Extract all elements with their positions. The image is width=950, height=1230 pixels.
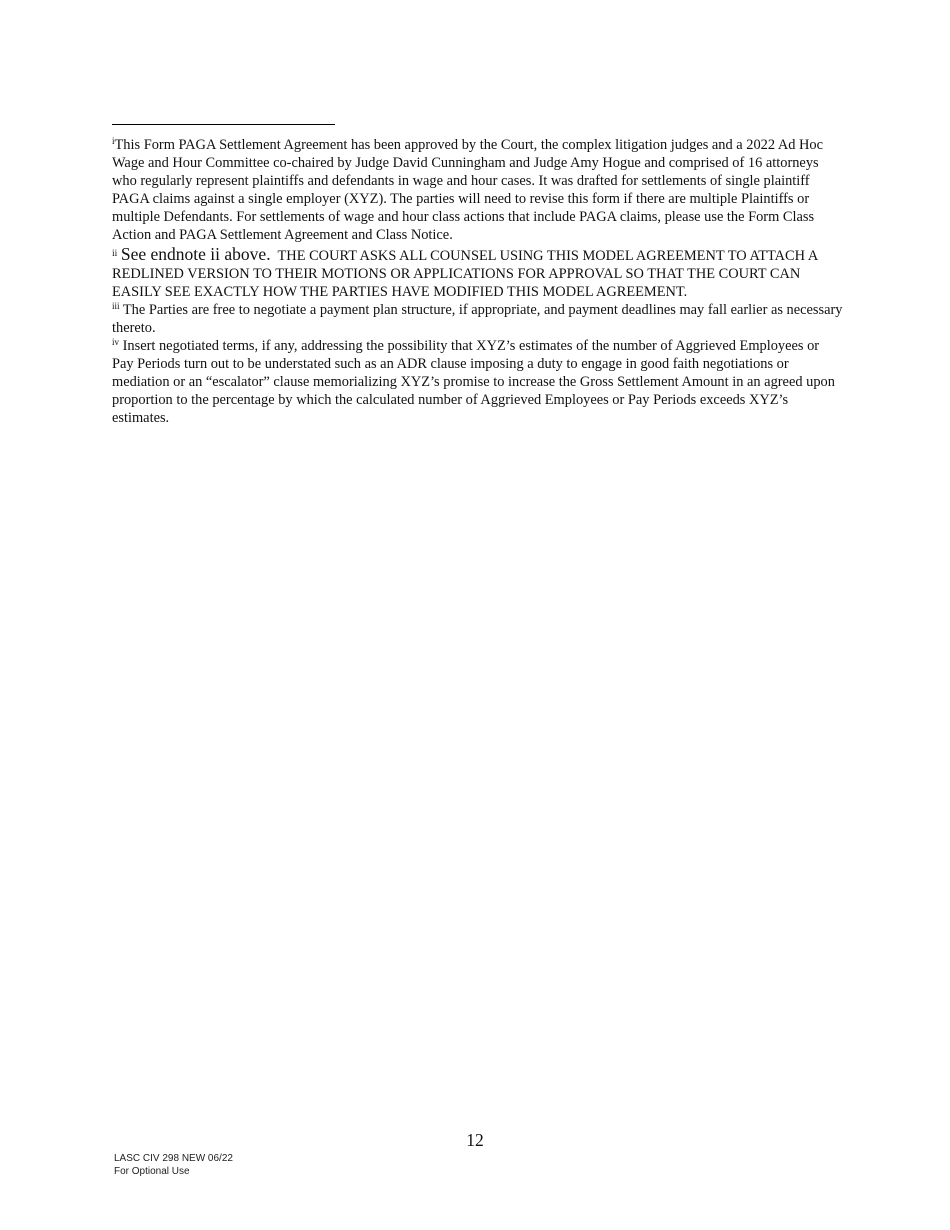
endnote-i [112, 136, 844, 245]
endnote-separator [112, 124, 335, 125]
endnote-marker: iii [112, 300, 120, 311]
page-number: 12 [466, 1130, 484, 1150]
form-code: LASC CIV 298 NEW 06/22 [114, 1153, 233, 1164]
endnote-iv [112, 337, 844, 427]
endnote-marker: i [112, 136, 115, 146]
endnotes-section [112, 136, 844, 428]
endnote-lead: See endnote ii above. [120, 243, 271, 264]
form-usage-note: For Optional Use [114, 1166, 190, 1177]
endnote-ii [112, 245, 844, 301]
endnote-text: THE COURT ASKS ALL COUNSEL USING THIS MODEL AGREEMENT TO ATTACH A REDLINED VERSION TO THEIR MOTIONS OR APPLICATIONS FOR APPROVAL SO THAT THE COURT CAN EASILY SEE EXACTLY HOW THE PARTIES HAVE MODIFIED THIS MODEL AGREEMENT. [112, 247, 818, 300]
endnote-text: This Form PAGA Settlement Agreement has been approved by the Court, the complex litigation judges and a 2022 Ad Hoc Wage and Hour Committee co-chaired by Judge David Cunningham and Judge Amy Hogue and comprised of 16 attorneys who regularly represent plaintiffs and defendants in wage and hour cases. It was drafted for settlements of single plaintiff PAGA claims against a single employer (XYZ). The parties will need to revise this form if there are multiple Plaintiffs or multiple Defendants. For settlements of wage and hour class actions that include PAGA claims, please use the Form Class Action and PAGA Settlement Agreement and Class Notice. [112, 137, 824, 244]
endnote-marker: iv [112, 337, 120, 348]
endnote-text: Insert negotiated terms, if any, addressing the possibility that XYZ’s estimates of the number of Aggrieved Employees or Pay Periods turn out to be understated such as an ADR clause imposing a duty to engage in good faith negotiations or mediation or an “escalator” clause memorializing XYZ’s promise to increase the Gross Settlement Amount in an agreed upon proportion to the percentage by which the calculated number of Aggrieved Employees or Pay Periods exceeds XYZ’s estimates. [112, 338, 835, 427]
endnote-iii [112, 301, 844, 337]
endnote-text: The Parties are free to negotiate a payment plan structure, if appropriate, and payment deadlines may fall earlier as necessary thereto. [112, 301, 843, 336]
form-footer [114, 1152, 233, 1178]
endnote-marker: ii [112, 248, 118, 259]
